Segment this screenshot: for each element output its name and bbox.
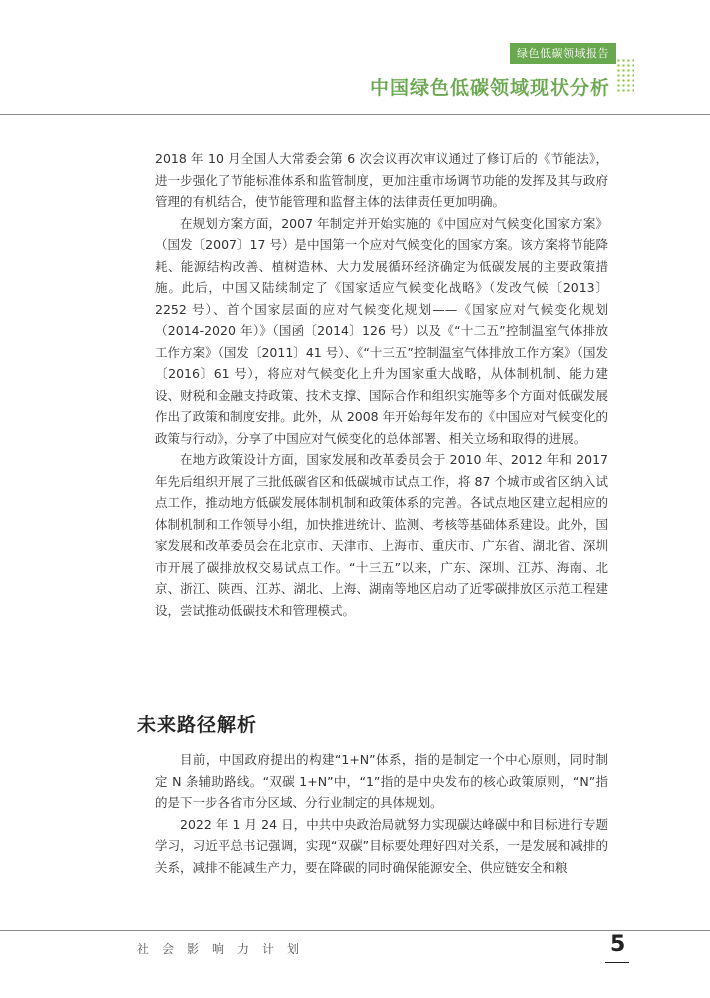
paragraph: 目前，中国政府提出的构建“1+N”体系，指的是制定一个中心原则，同时制定 N 条辅助路线。“双碳 1+N”中，“1”指的是中央发布的核心政策原则，“N”指的是下一步各省市分区域、分行业制定的具体规划。	[155, 752, 608, 810]
report-category-tag: 绿色低碳领域报告	[510, 43, 616, 64]
section-body-text	[155, 749, 608, 878]
running-header-title: 中国绿色低碳领域现状分析	[369, 77, 610, 99]
page-number: 5	[610, 932, 626, 957]
header-divider	[0, 114, 710, 115]
body-text	[155, 148, 608, 621]
paragraph: 2022 年 1 月 24 日，中共中央政治局就努力实现碳达峰碳中和目标进行专题学习，习近平总书记强调，实现“双碳”目标要处理好四对关系，一是发展和减排的关系，减排不能减生产力，要在降碳的同时确保能源安全、供应链安全和粮	[155, 816, 608, 875]
footer-divider	[0, 930, 710, 931]
paragraph: 在规划方案方面，2007 年制定并开始实施的《中国应对气候变化国家方案》（国发〔2007〕17 号）是中国第一个应对气候变化的国家方案。该方案将节能降耗、能源结构改善、植树造林、大力发展循环经济确定为低碳发展的主要政策措施。此后，中国又陆续制定了《国家适应气候变化战略》（发改气候〔2013〕2252 号）、首个国家层面的应对气候变化规划——《国家应对气候变化规划（2014-2020 年）》（国函〔2014〕126 号）以及《“十二五”控制温室气体排放工作方案》（国发〔2011〕41 号）、《“十三五”控制温室气体排放工作方案》（国发〔2016〕61 号），将应对气候变化上升为国家重大战略，从体制机制、能力建设、财税和金融支持政策、技术支撑、国际合作和组织实施等多个方面对低碳发展作出了政策和制度安排。此外，从 2008 年开始每年发布的《中国应对气候变化的政策与行动》，分享了中国应对气候变化的总体部署、相关立场和取得的进展。	[155, 215, 608, 446]
page-number-underline	[605, 962, 629, 963]
section-heading: 未来路径解析	[137, 714, 258, 736]
footer-publication-name: 社会影响力计划	[137, 942, 313, 956]
decorative-dot-grid	[616, 58, 634, 92]
paragraph: 2018 年 10 月全国人大常委会第 6 次会议再次审议通过了修订后的《节能法》，进一步强化了节能标准体系和监管制度，更加注重市场调节功能的发挥及其与政府管理的有机结合，使节能管理和监督主体的法律责任更加明确。	[155, 151, 608, 209]
paragraph: 在地方政策设计方面，国家发展和改革委员会于 2010 年、2012 年和 2017 年先后组织开展了三批低碳省区和低碳城市试点工作，将 87 个城市或省区纳入试点工作，推动地方低碳发展体制机制和政策体系的完善。各试点地区建立起相应的体制机制和工作领导小组，加快推进统计、监测、考核等基础体系建设。此外，国家发展和改革委员会在北京市、天津市、上海市、重庆市、广东省、湖北省、深圳市开展了碳排放权交易试点工作。“十三五”以来，广东、深圳、江苏、海南、北京、浙江、陕西、江苏、湖北、上海、湖南等地区启动了近零碳排放区示范工程建设，尝试推动低碳技术和管理模式。	[155, 452, 608, 618]
